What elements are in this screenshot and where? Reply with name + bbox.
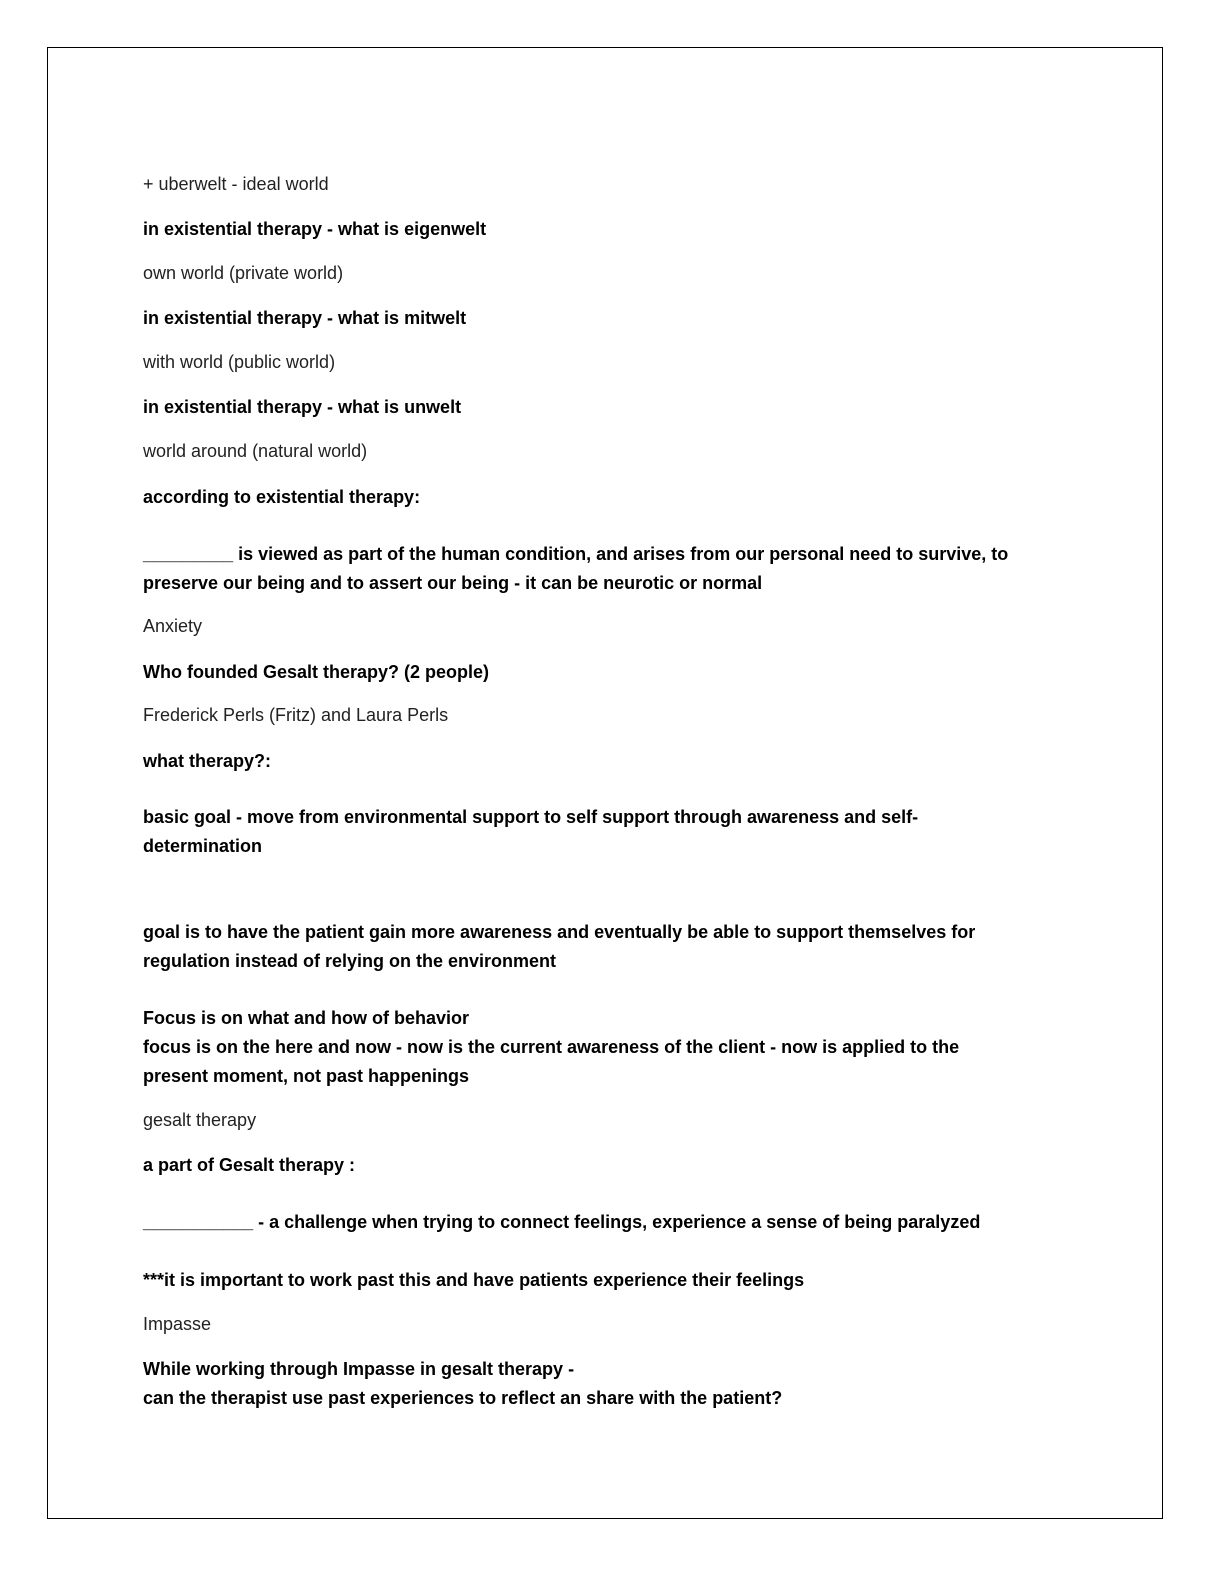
answer-text: Anxiety [143, 616, 203, 636]
question-text: determination [143, 836, 263, 856]
answer-text: Impasse [143, 1314, 212, 1334]
question-text: ___________ - a challenge when trying to connect feelings, experience a sense of being paralyzed [143, 1212, 981, 1232]
answer-text: with world (public world) [143, 352, 336, 372]
question-text: regulation instead of relying on the environment [143, 951, 557, 971]
question-text: can the therapist use past experiences to reflect an share with the patient? [143, 1388, 783, 1408]
answer-text: Frederick Perls (Fritz) and Laura Perls [143, 705, 449, 725]
question-text: in existential therapy - what is unwelt [143, 397, 462, 417]
question-text: according to existential therapy: [143, 487, 421, 507]
question-text: Focus is on what and how of behavior [143, 1008, 470, 1028]
answer-text: world around (natural world) [143, 441, 368, 461]
question-text: in existential therapy - what is eigenwelt [143, 219, 487, 239]
question-text: Who founded Gesalt therapy? (2 people) [143, 662, 490, 682]
question-text: what therapy?: [143, 751, 272, 771]
question-text: a part of Gesalt therapy : [143, 1155, 356, 1175]
question-text: goal is to have the patient gain more awareness and eventually be able to support themselves for [143, 922, 976, 942]
question-text: basic goal - move from environmental support to self support through awareness and self- [143, 807, 919, 827]
question-text: ***it is important to work past this and have patients experience their feelings [143, 1270, 805, 1290]
question-text: focus is on the here and now - now is the current awareness of the client - now is applied to the [143, 1037, 960, 1057]
question-text: _________ is viewed as part of the human condition, and arises from our personal need to survive, to [143, 544, 1009, 564]
answer-text: + uberwelt - ideal world [143, 174, 329, 194]
answer-text: gesalt therapy [143, 1110, 257, 1130]
question-text: present moment, not past happenings [143, 1066, 470, 1086]
answer-text: own world (private world) [143, 263, 344, 283]
question-text: While working through Impasse in gesalt therapy - [143, 1359, 575, 1379]
question-text: preserve our being and to assert our being - it can be neurotic or normal [143, 573, 763, 593]
question-text: in existential therapy - what is mitwelt [143, 308, 467, 328]
